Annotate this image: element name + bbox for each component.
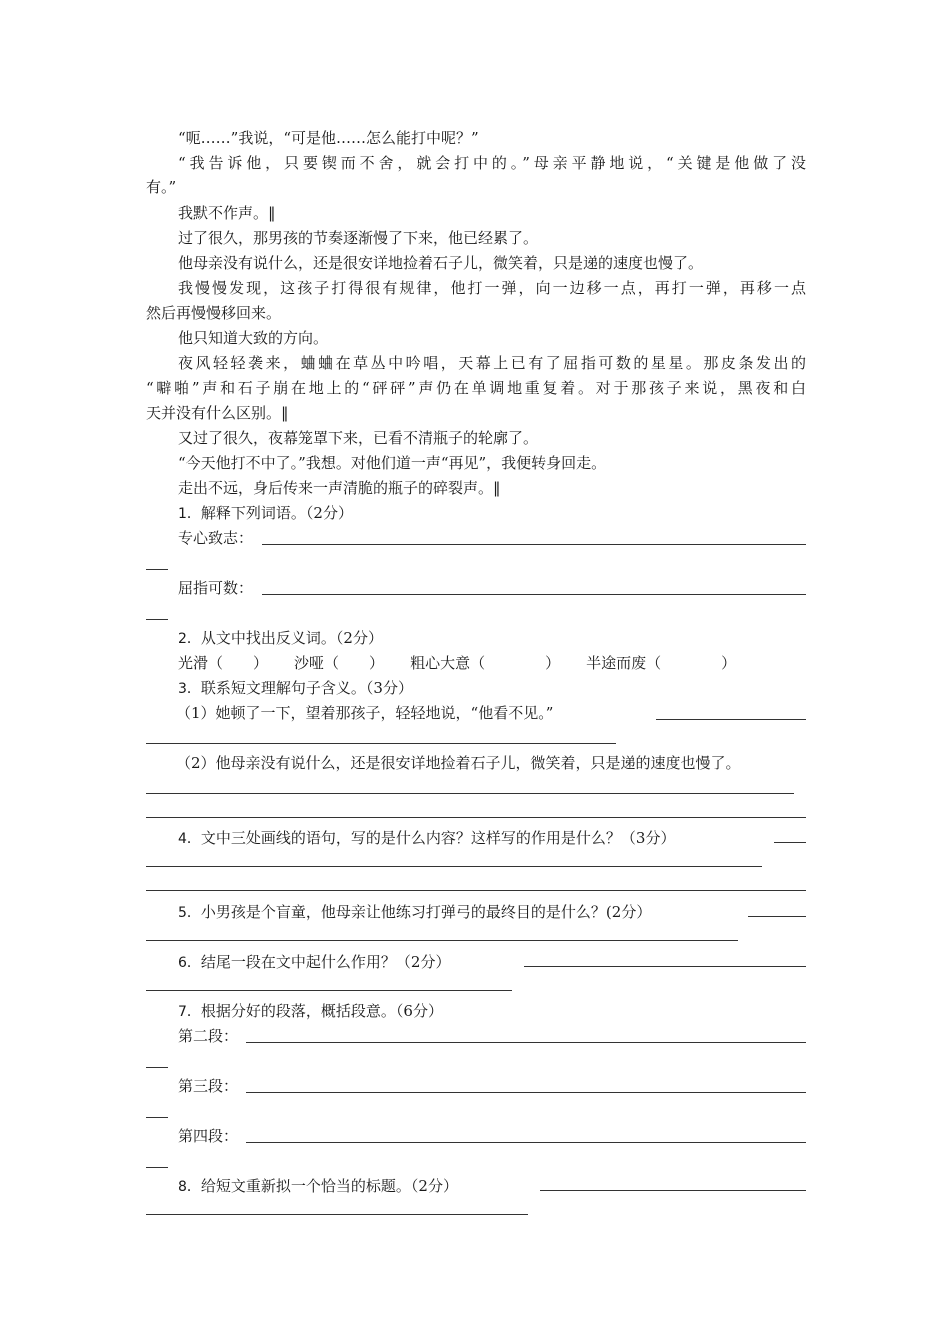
q7-section-3-label: 第三段： bbox=[178, 1077, 239, 1095]
paragraph-7: 他只知道大致的方向。 bbox=[178, 329, 329, 347]
question-7-number: 7． bbox=[178, 1004, 201, 1020]
q7-section-2-answer-line-cont[interactable] bbox=[146, 1067, 168, 1068]
question-5-text: 小男孩是个盲童，他母亲让他练习打弹弓的最终目的是什么？(2分） bbox=[200, 903, 652, 921]
question-2 bbox=[178, 628, 383, 650]
question-1-text: 解释下列词语。（2分） bbox=[200, 504, 353, 522]
question-8-number: 8． bbox=[178, 1179, 201, 1195]
q6-answer-line[interactable] bbox=[146, 990, 512, 991]
q2-word-4: 半途而废（ bbox=[586, 654, 662, 672]
question-3-text: 联系短文理解句子含义。（3分） bbox=[200, 679, 413, 697]
q2-close-3: ） bbox=[545, 654, 561, 672]
q4-answer-line-1[interactable] bbox=[146, 866, 762, 867]
question-5-number: 5． bbox=[178, 905, 201, 921]
paragraph-2-line-1: “我告诉他，只要锲而不舍，就会打中的。”母亲平静地说，“关键是他做了没 bbox=[178, 154, 806, 172]
question-6-text: 结尾一段在文中起什么作用？（2分） bbox=[200, 953, 451, 971]
q1-term-1-answer-line[interactable] bbox=[262, 544, 806, 545]
paragraph-8-line-1: 夜风轻轻袭来，蛐蛐在草丛中吟唱，天幕上已有了屈指可数的星星。那皮条发出的 bbox=[178, 354, 806, 372]
q7-section-3-answer-line-cont[interactable] bbox=[146, 1117, 168, 1118]
question-3 bbox=[178, 678, 413, 700]
q2-close-2: ） bbox=[369, 654, 385, 672]
q2-word-1: 光滑（ bbox=[178, 654, 224, 672]
q5-answer-line-start[interactable] bbox=[748, 916, 806, 917]
question-2-number: 2． bbox=[178, 631, 201, 647]
q1-term-1-label: 专心致志： bbox=[178, 529, 254, 547]
q3-s1-answer-line[interactable] bbox=[656, 719, 806, 720]
paragraph-3: 我默不作声。‖ bbox=[178, 204, 276, 222]
question-6 bbox=[178, 952, 450, 974]
q2-word-2: 沙哑（ bbox=[294, 654, 340, 672]
paragraph-8-line-2: “噼啪”声和石子崩在地上的“砰砰”声仍在单调地重复着。对于那孩子来说，黑夜和白 bbox=[146, 379, 806, 397]
q7-section-4-answer-line[interactable] bbox=[246, 1142, 806, 1143]
question-5 bbox=[178, 902, 651, 924]
question-4-number: 4． bbox=[178, 831, 201, 847]
paragraph-8-line-3: 天并没有什么区别。‖ bbox=[146, 404, 289, 422]
paragraph-11: 走出不远，身后传来一声清脆的瓶子的碎裂声。‖ bbox=[178, 479, 501, 497]
paragraph-9: 又过了很久，夜幕笼罩下来，已看不清瓶子的轮廓了。 bbox=[178, 429, 539, 447]
question-8-text: 给短文重新拟一个恰当的标题。（2分） bbox=[200, 1177, 458, 1195]
question-7-text: 根据分好的段落，概括段意。（6分） bbox=[200, 1002, 443, 1020]
paragraph-6-line-2: 然后再慢慢移回来。 bbox=[146, 304, 282, 322]
q2-close-4: ） bbox=[721, 654, 737, 672]
q8-answer-line[interactable] bbox=[146, 1214, 528, 1215]
q3-sentence-2: （2）他母亲没有说什么，还是很安详地捡着石子儿，微笑着，只是递的速度也慢了。 bbox=[176, 754, 741, 772]
question-4-text: 文中三处画线的语句，写的是什么内容？这样写的作用是什么？（3分） bbox=[200, 829, 676, 847]
paragraph-5: 他母亲没有说什么，还是很安详地捡着石子儿，微笑着，只是递的速度也慢了。 bbox=[178, 254, 704, 272]
q5-answer-line[interactable] bbox=[146, 940, 738, 941]
q2-close-1: ） bbox=[253, 654, 269, 672]
q2-word-3: 粗心大意（ bbox=[410, 654, 486, 672]
q3-s1-answer-line-cont[interactable] bbox=[146, 743, 616, 744]
paragraph-2-line-2: 有。” bbox=[146, 178, 177, 196]
q1-term-2-label: 屈指可数： bbox=[178, 579, 254, 597]
q7-section-2-answer-line[interactable] bbox=[246, 1042, 806, 1043]
q3-s2-answer-line-1[interactable] bbox=[146, 793, 794, 794]
q1-term-2-answer-line-cont[interactable] bbox=[146, 619, 168, 620]
paragraph-6-line-1: 我慢慢发现，这孩子打得很有规律，他打一弹，向一边移一点，再打一弹，再移一点 bbox=[178, 279, 806, 297]
q7-section-2-label: 第二段： bbox=[178, 1027, 239, 1045]
q1-term-1-answer-line-cont[interactable] bbox=[146, 569, 168, 570]
question-1 bbox=[178, 503, 353, 525]
q3-s2-answer-line-2[interactable] bbox=[146, 817, 806, 818]
question-7 bbox=[178, 1001, 443, 1023]
q7-section-3-answer-line[interactable] bbox=[246, 1092, 806, 1093]
q2-antonym-row bbox=[178, 653, 736, 675]
q7-section-4-answer-line-cont[interactable] bbox=[146, 1167, 168, 1168]
question-4 bbox=[178, 828, 675, 850]
q1-term-2-answer-line[interactable] bbox=[262, 594, 806, 595]
question-8 bbox=[178, 1176, 458, 1198]
question-2-text: 从文中找出反义词。（2分） bbox=[200, 629, 383, 647]
question-3-number: 3． bbox=[178, 681, 201, 697]
q8-answer-line-start[interactable] bbox=[540, 1190, 806, 1191]
q4-answer-line-start[interactable] bbox=[774, 842, 806, 843]
paragraph-1: “呃……”我说，“可是他……怎么能打中呢？” bbox=[178, 129, 479, 147]
paragraph-4: 过了很久，那男孩的节奏逐渐慢了下来，他已经累了。 bbox=[178, 229, 539, 247]
q3-sentence-1: （1）她顿了一下，望着那孩子，轻轻地说，“他看不见。” bbox=[176, 704, 554, 722]
q7-section-4-label: 第四段： bbox=[178, 1127, 239, 1145]
paragraph-10: “今天他打不中了。”我想。对他们道一声“再见”，我便转身回走。 bbox=[178, 454, 607, 472]
question-6-number: 6． bbox=[178, 955, 201, 971]
question-1-number: 1． bbox=[178, 506, 201, 522]
q4-answer-line-2[interactable] bbox=[146, 890, 806, 891]
q6-answer-line-start[interactable] bbox=[524, 966, 806, 967]
